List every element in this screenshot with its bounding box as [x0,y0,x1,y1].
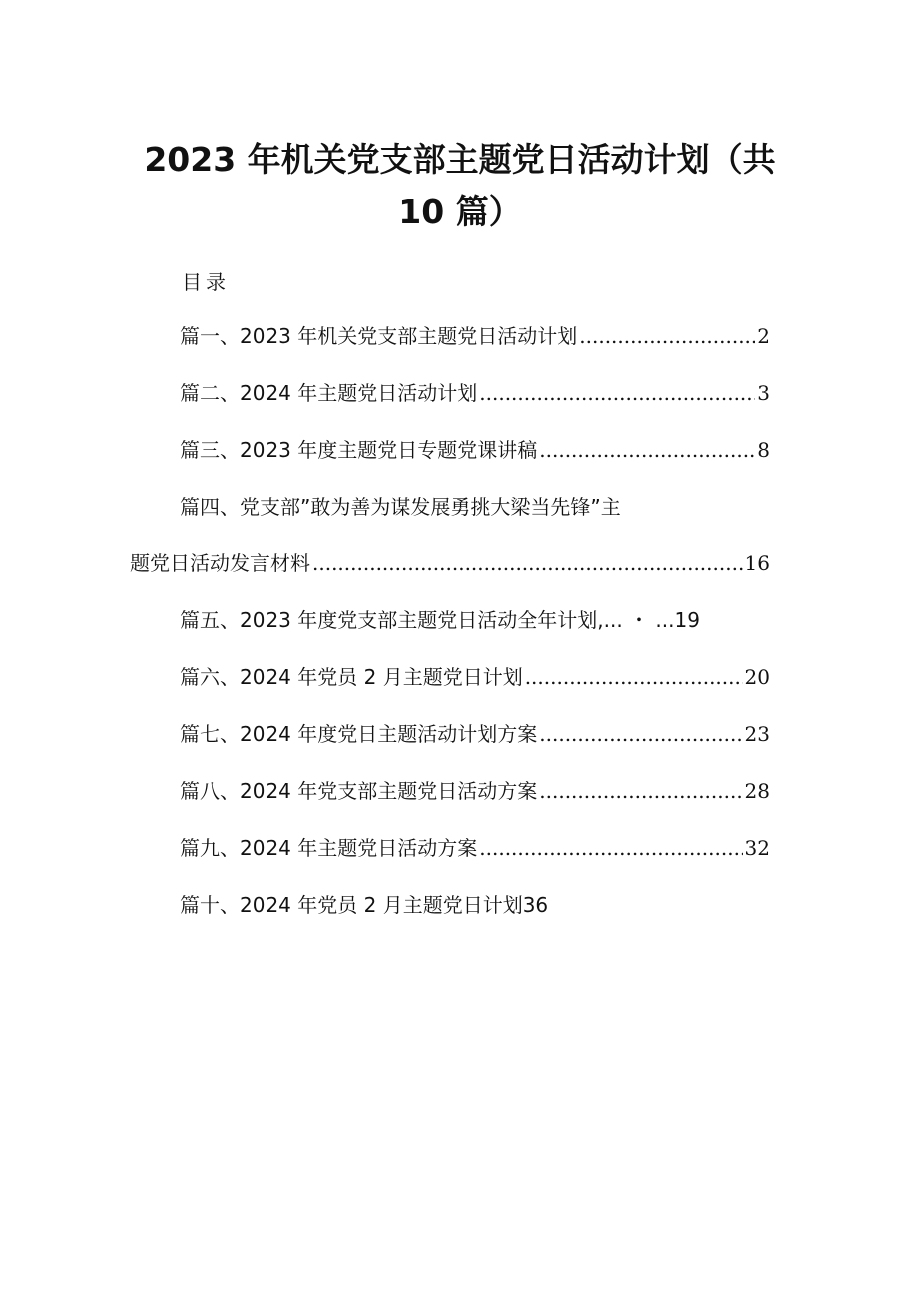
toc-entry-9[interactable] [180,834,770,862]
toc-entry-title: 篇二、2024 年主题党日活动计划 [180,381,478,405]
toc-entry-page: 20 [744,665,770,689]
toc-entry-page: 8 [757,438,770,462]
toc-entry-3[interactable] [180,436,770,464]
toc-entry-6[interactable] [180,663,770,691]
toc-entry-title: 篇十、2024 年党员 2 月主题党日计划36 [180,893,549,917]
toc-entry-title: 篇九、2024 年主题党日活动方案 [180,836,478,860]
toc-entry-1[interactable] [180,322,770,350]
toc-entry-10[interactable] [180,891,548,919]
toc-leader-dots [539,777,742,805]
toc-entry-4-line-1[interactable] [180,493,621,521]
toc-leader-dots [539,720,742,748]
toc-entry-title: 篇七、2024 年度党日主题活动计划方案 [180,722,538,746]
toc-entry-4-line-2[interactable] [130,549,770,577]
toc-entry-2[interactable] [180,379,770,407]
toc-entry-title: 篇八、2024 年党支部主题党日活动方案 [180,779,538,803]
toc-leader-dots [312,549,743,577]
toc-entry-page: 2 [757,324,770,348]
toc-entry-8[interactable] [180,777,770,805]
toc-entry-page: 23 [744,722,770,746]
document-title-line-1: 2023 年机关党支部主题党日活动计划（共 [144,140,776,179]
toc-entry-title: 篇六、2024 年党员 2 月主题党日计划 [180,665,523,689]
toc-entry-title: 篇四、党支部”敢为善为谋发展勇挑大梁当先锋”主 [180,495,621,519]
toc-entry-5[interactable] [180,606,700,634]
toc-entry-page: 3 [757,381,770,405]
document-title-line-2: 10 篇） [398,192,522,231]
toc-entry-title: 篇三、2023 年度主题党日专题党课讲稿 [180,438,538,462]
toc-entry-page: 32 [744,836,770,860]
toc-entry-title: 篇一、2023 年机关党支部主题党日活动计划 [180,324,578,348]
toc-entry-page: 16 [744,551,770,575]
toc-leader-dots [479,834,742,862]
toc-entry-7[interactable] [180,720,770,748]
toc-entry-page: 28 [744,779,770,803]
toc-entry-title: 篇五、2023 年度党支部主题党日活动全年计划,... ・ ...19 [180,608,700,632]
toc-leader-dots [539,436,755,464]
toc-leader-dots [579,322,755,350]
toc-entry-title-continued: 题党日活动发言材料 [130,551,310,575]
toc-leader-dots [525,663,743,691]
toc-leader-dots [479,379,755,407]
toc-heading: 目录 [182,270,230,294]
